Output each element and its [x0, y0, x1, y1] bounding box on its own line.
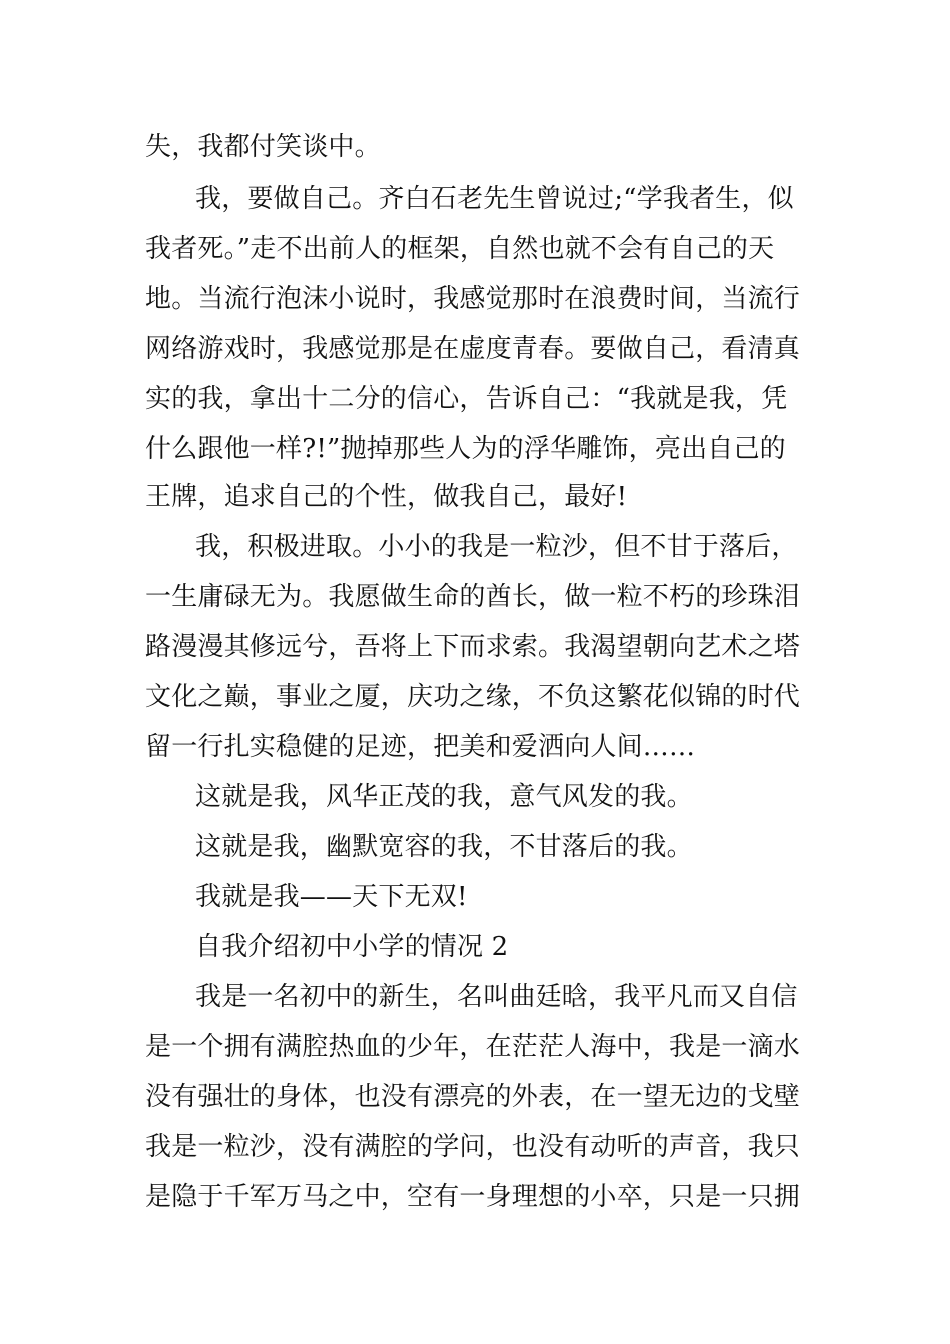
text-line: 我，要做自己。齐白石老先生曾说过;“学我者生，似 — [195, 184, 794, 214]
text-line: 王牌，追求自己的个性，做我自己，最好! — [145, 482, 628, 512]
text-line: 路漫漫其修远兮，吾将上下而求索。我渴望朝向艺术之塔 — [145, 632, 801, 662]
text-line: 地。当流行泡沫小说时，我感觉那时在浪费时间，当流行 — [145, 284, 801, 314]
section-heading: 自我介绍初中小学的情况 2 — [195, 932, 509, 962]
text-line: 文化之巅，事业之厦，庆功之缘，不负这繁花似锦的时代 — [145, 682, 801, 712]
text-line: 没有强壮的身体，也没有漂亮的外表，在一望无边的戈壁 — [145, 1082, 801, 1112]
text-line: 我就是我——天下无双! — [195, 882, 468, 912]
text-line: 一生庸碌无为。我愿做生命的酋长，做一粒不朽的珍珠泪 — [145, 582, 801, 612]
text-line: 我者死。”走不出前人的框架，自然也就不会有自己的天 — [145, 234, 775, 264]
text-line: 我，积极进取。小小的我是一粒沙，但不甘于落后， — [195, 532, 798, 562]
text-line: 我是一粒沙，没有满腔的学问，也没有动听的声音，我只 — [145, 1132, 801, 1162]
text-line: 这就是我，风华正茂的我，意气风发的我。 — [195, 782, 693, 812]
text-line: 什么跟他一样?!”抛掉那些人为的浮华雕饰，亮出自己的 — [145, 434, 786, 464]
text-line: 网络游戏时，我感觉那是在虚度青春。要做自己，看清真 — [145, 334, 801, 364]
text-line: 实的我，拿出十二分的信心，告诉自己：“我就是我，凭 — [145, 384, 788, 414]
text-line: 这就是我，幽默宽容的我，不甘落后的我。 — [195, 832, 693, 862]
text-line: 是一个拥有满腔热血的少年，在茫茫人海中，我是一滴水 — [145, 1032, 801, 1062]
text-line: 留一行扎实稳健的足迹，把美和爱洒向人间…… — [145, 732, 696, 762]
text-line: 我是一名初中的新生，名叫曲廷晗，我平凡而又自信 — [195, 982, 798, 1012]
text-line: 是隐于千军万马之中，空有一身理想的小卒，只是一只拥 — [145, 1182, 801, 1212]
text-line: 失，我都付笑谈中。 — [145, 132, 381, 162]
